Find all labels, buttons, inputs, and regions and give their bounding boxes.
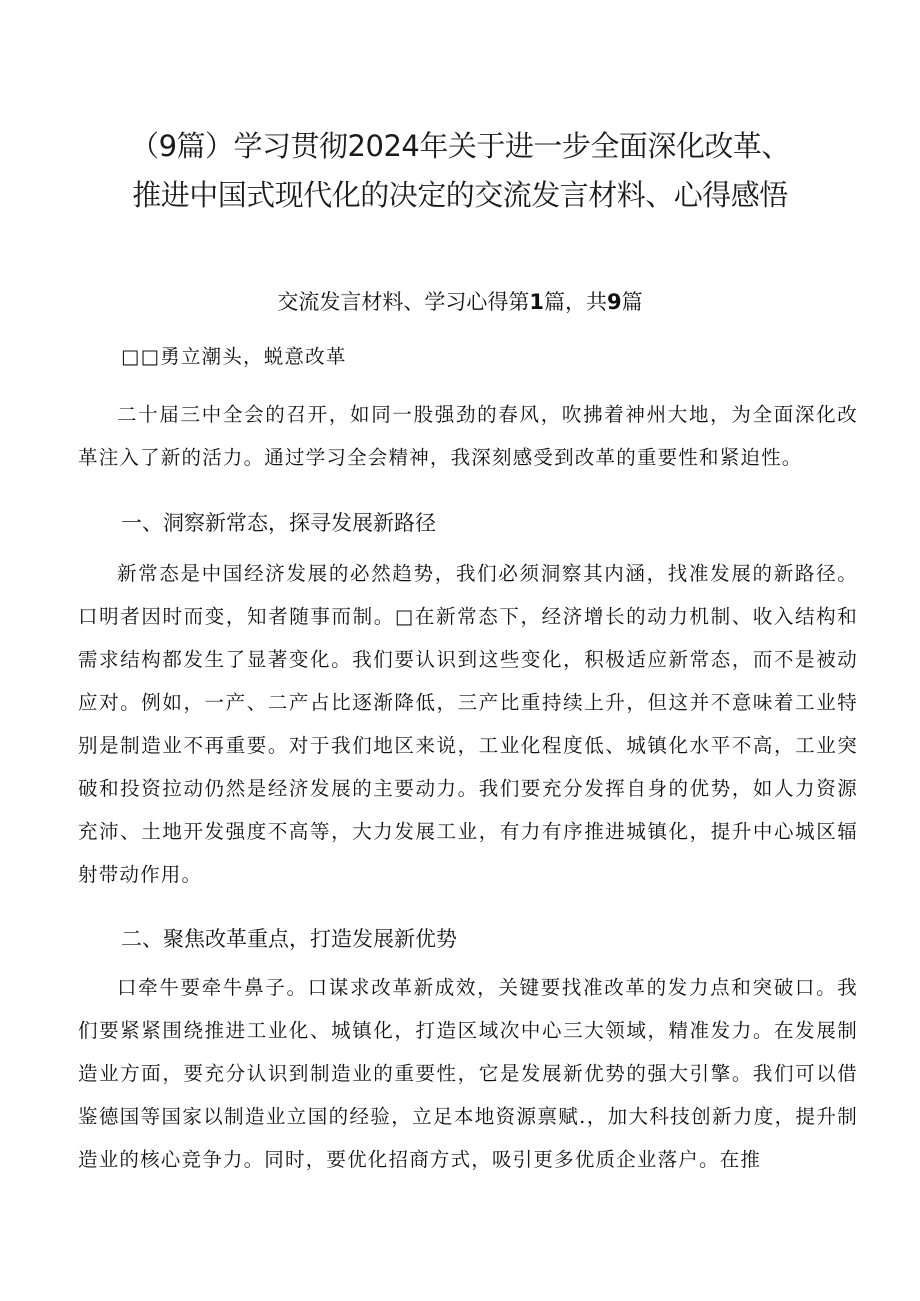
document-subtitle: [60, 286, 860, 316]
paragraph-intro: 二十届三中全会的召开，如同一股强劲的春风，吹拂着神州大地，为全面深化改革注入了新的活力。通过学习全会精神，我深刻感受到改革的重要性和紧迫性。: [78, 403, 858, 469]
section-heading-2: 二、聚焦改革重点，打造发展新优势: [121, 927, 457, 951]
section-heading-1: 一、洞察新常态，探寻发展新路径: [121, 511, 436, 535]
subtitle-prefix: 交流发言材料、学习心得第: [277, 290, 530, 314]
paragraph-section-2: 口牵牛要牵牛鼻子。口谋求改革新成效，关键要找准改革的发力点和突破口。我们要紧紧围绕推进工业化、城镇化，打造区域次中心三大领域，精准发力。在发展制造业方面，要充分认识到制造业的重要性，它是发展新优势的强大引擎。我们可以借鉴德国等国家以制造业立国的经验，立足本地资源禀赋.，加大科技创新力度，提升制造业的核心竞争力。同时，要优化招商方式，吸引更多优质企业落户。在推: [78, 976, 858, 1171]
document-title-line-1: （9篇）学习贯彻2024年关于进一步全面深化改革、: [130, 129, 790, 163]
paragraph-section-1: 新常态是中国经济发展的必然趋势，我们必须洞察其内涵，找准发展的新路径。口明者因时而变，知者随事而制。□在新常态下，经济增长的动力机制、收入结构和需求结构都发生了显著变化。我们要认识到这些变化，积极适应新常态，而不是被动应对。例如，一产、二产占比逐渐降低，三产比重持续上升，但这并不意味着工业特别是制造业不再重要。对于我们地区来说，工业化程度低、城镇化水平不高，工业突破和投资拉动仍然是经济发展的主要动力。我们要充分发挥自身的优势，如人力资源充沛、土地开发强度不高等，大力发展工业，有力有序推进城镇化，提升中心城区辐射带动作用。: [78, 562, 858, 886]
subtitle-middle: 篇，共: [544, 290, 607, 314]
document-title-line-2: 推进中国式现代化的决定的交流发言材料、心得感悟: [132, 178, 788, 212]
lead-line: □□勇立潮头，蜕意改革: [121, 345, 347, 368]
subtitle-article-number: 1: [529, 290, 544, 314]
subtitle-suffix: 篇: [621, 290, 643, 314]
subtitle-total-count: 9: [607, 290, 622, 314]
